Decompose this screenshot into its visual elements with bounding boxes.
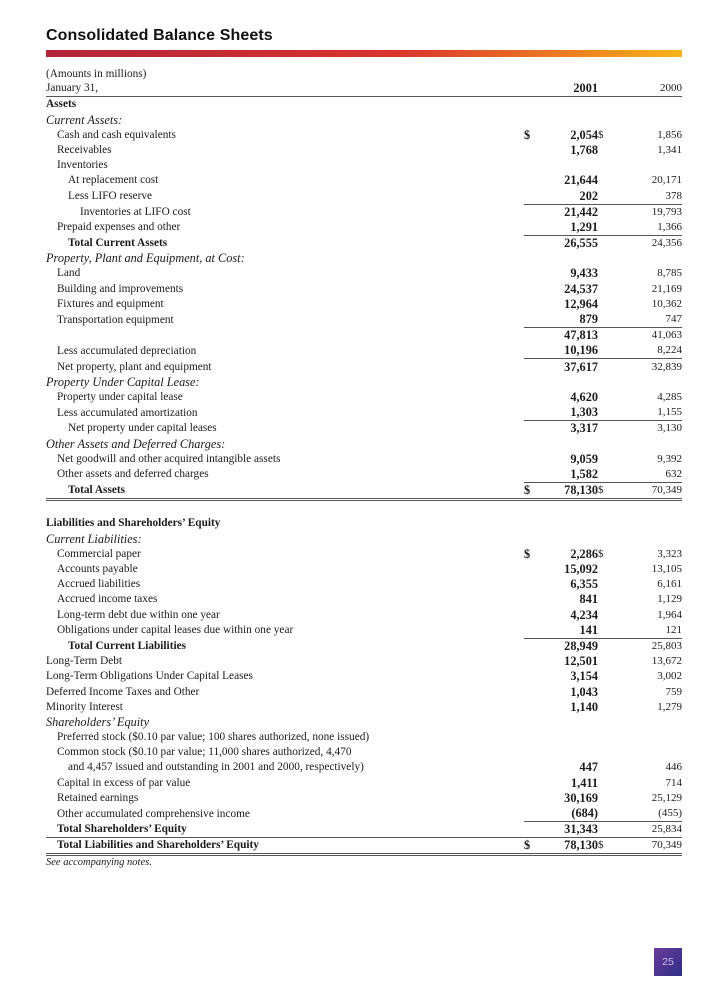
- currency-2000: [598, 730, 630, 745]
- currency-2001: [524, 531, 538, 546]
- value-2001: [538, 531, 598, 546]
- currency-2001: [524, 760, 538, 775]
- currency-2000: $: [598, 547, 604, 560]
- row-label: Long-Term Obligations Under Capital Leases: [46, 670, 253, 683]
- row-label: Net goodwill and other acquired intangible assets: [57, 452, 281, 465]
- value-2000: (455): [630, 806, 682, 822]
- currency-2001: [524, 775, 538, 790]
- value-2001: 9,433: [570, 266, 598, 281]
- currency-2001: [524, 266, 538, 281]
- currency-2000: [598, 562, 630, 577]
- row-label: Deferred Income Taxes and Other: [46, 685, 200, 698]
- value-2000: 25,803: [651, 639, 682, 652]
- currency-2000: [598, 220, 630, 236]
- row-label: Long-Term Debt: [46, 655, 123, 668]
- currency-2001: [524, 745, 538, 760]
- currency-2000: [598, 791, 630, 806]
- row-label: Property, Plant and Equipment, at Cost:: [46, 251, 245, 266]
- value-2000: 21,169: [651, 282, 682, 295]
- row-label: Accrued liabilities: [57, 578, 141, 591]
- currency-2000: [598, 684, 630, 699]
- value-2000: 25,129: [651, 791, 682, 804]
- currency-2000: [598, 235, 630, 251]
- value-2001: [538, 97, 598, 113]
- row-label: Other Assets and Deferred Charges:: [46, 436, 226, 451]
- currency-2000: [598, 638, 630, 654]
- currency-2000: [598, 592, 630, 607]
- row-label: Total Assets: [46, 482, 524, 499]
- value-2000: 6,161: [657, 578, 682, 591]
- row-label: Inventories: [57, 159, 108, 172]
- currency-2001: [524, 188, 538, 204]
- value-2000: 3,130: [657, 422, 682, 435]
- currency-2000: [598, 328, 630, 344]
- currency-2000: [598, 436, 630, 451]
- value-2001: 1,303: [538, 405, 598, 421]
- currency-2001: $: [524, 127, 531, 142]
- row-label: Property under capital lease: [57, 390, 183, 403]
- row-label: Liabilities and Shareholders’ Equity: [46, 517, 221, 530]
- currency-2000: [598, 607, 630, 622]
- value-2001: 1,582: [538, 467, 598, 483]
- table-row: [46, 421, 682, 437]
- currency-2000: [598, 715, 630, 730]
- table-row: [46, 390, 682, 405]
- currency-2000: [598, 577, 630, 592]
- row-label: Minority Interest: [46, 700, 123, 713]
- table-row: [46, 775, 682, 790]
- table-row: [46, 638, 682, 654]
- row-label: Other assets and deferred charges: [57, 468, 209, 481]
- row-label: Property Under Capital Lease:: [46, 374, 200, 389]
- currency-2000: [598, 760, 630, 775]
- currency-2001: [524, 343, 538, 359]
- row-label: Prepaid expenses and other: [57, 221, 181, 234]
- row-label: Less LIFO reserve: [68, 190, 153, 202]
- row-label: Total Liabilities and Shareholders’ Equity: [46, 838, 524, 855]
- table-row: [46, 97, 682, 113]
- value-2001: 21,442: [564, 204, 598, 219]
- table-row: [46, 143, 682, 158]
- row-label: Accrued income taxes: [57, 593, 158, 606]
- currency-2000: [598, 669, 630, 684]
- value-2000: 70,349: [630, 838, 682, 855]
- currency-2001: [524, 623, 538, 639]
- year-2000-header: 2000: [630, 81, 682, 97]
- table-row: [46, 838, 682, 855]
- value-2000: 13,105: [651, 563, 682, 575]
- value-2000: 3,323: [657, 547, 682, 560]
- row-label: Building and improvements: [57, 282, 184, 295]
- currency-2001: [524, 715, 538, 730]
- row-label: Shareholders’ Equity: [46, 714, 150, 729]
- row-label: Total Current Liabilities: [68, 639, 186, 652]
- value-2001: 37,617: [564, 359, 598, 374]
- value-2001: [538, 745, 598, 760]
- value-2001: 841: [579, 592, 598, 607]
- row-label: Net property under capital leases: [68, 422, 217, 435]
- currency-2000: [598, 467, 630, 483]
- table-row: [46, 128, 682, 143]
- table-row: [46, 806, 682, 822]
- table-row: [46, 251, 682, 266]
- row-label: Land: [57, 267, 81, 280]
- row-label: Retained earnings: [57, 791, 139, 804]
- row-label: Commercial paper: [57, 547, 141, 560]
- table-row: [46, 266, 682, 281]
- currency-2001: [524, 97, 538, 113]
- currency-2000: [598, 266, 630, 281]
- currency-2001: [524, 235, 538, 251]
- currency-2001: [524, 328, 538, 344]
- row-label: Less accumulated amortization: [57, 406, 198, 419]
- currency-2001: $: [524, 838, 538, 855]
- value-2001: 30,169: [564, 790, 598, 805]
- currency-2001: [524, 375, 538, 390]
- currency-2000: [598, 421, 630, 437]
- value-2000: 714: [665, 776, 682, 789]
- value-2001: 2,286: [570, 546, 598, 561]
- row-label: Current Assets:: [46, 112, 123, 127]
- table-row: [46, 700, 682, 715]
- value-2001: [538, 436, 598, 451]
- value-2000: 3,002: [657, 670, 682, 683]
- row-label: Fixtures and equipment: [57, 297, 164, 310]
- currency-2000: [598, 775, 630, 790]
- value-2001: [538, 516, 598, 531]
- table-row: [46, 607, 682, 622]
- currency-2001: [524, 112, 538, 127]
- currency-2000: [598, 297, 630, 312]
- table-row: [46, 467, 682, 483]
- value-2000: 19,793: [651, 205, 682, 218]
- value-2000: [630, 730, 682, 745]
- currency-2001: $: [524, 546, 531, 561]
- row-label: Common stock ($0.10 par value; 11,000 shares authorized, 4,470: [57, 746, 352, 759]
- table-row: [46, 173, 682, 188]
- table-row: [46, 760, 682, 775]
- table-row: [46, 188, 682, 204]
- year-2001-header: 2001: [538, 81, 598, 97]
- currency-2000: [598, 143, 630, 158]
- currency-2000: [598, 745, 630, 760]
- value-2001: 12,501: [564, 654, 598, 669]
- table-row: [46, 669, 682, 684]
- value-2000: [630, 516, 682, 531]
- currency-2001: [524, 251, 538, 266]
- value-2000: 4,285: [657, 390, 682, 403]
- value-2000: 25,834: [630, 822, 682, 838]
- table-row: [46, 281, 682, 296]
- value-2001: 47,813: [564, 328, 598, 343]
- currency-2000: [598, 158, 630, 173]
- table-row: [46, 482, 682, 499]
- currency-2000: [598, 623, 630, 639]
- value-2000: [630, 375, 682, 390]
- value-2001: 1,043: [570, 684, 598, 699]
- value-2000: [630, 112, 682, 127]
- table-row: [46, 531, 682, 546]
- currency-2000: [598, 312, 630, 328]
- spacer-row: [46, 500, 682, 517]
- value-2000: 1,341: [657, 143, 682, 156]
- value-2000: 1,964: [657, 608, 682, 621]
- currency-2000: [598, 654, 630, 669]
- value-2001: 3,317: [570, 421, 598, 436]
- value-2001: [538, 112, 598, 127]
- value-2000: 32,839: [651, 360, 682, 373]
- table-row: [46, 516, 682, 531]
- currency-2001: [524, 143, 538, 158]
- value-2001: 447: [579, 760, 598, 775]
- table-row: [46, 623, 682, 639]
- value-2001: [538, 375, 598, 390]
- table-row: [46, 112, 682, 127]
- table-row: [46, 592, 682, 607]
- value-2000: 8,785: [657, 267, 682, 280]
- table-row: [46, 452, 682, 467]
- value-2001: 10,196: [538, 343, 598, 359]
- row-label: Inventories at LIFO cost: [80, 205, 191, 218]
- value-2000: 1,155: [630, 405, 682, 421]
- currency-2001: [524, 822, 538, 838]
- currency-2000: [598, 251, 630, 266]
- value-2001: 1,140: [570, 699, 598, 714]
- currency-2001: [524, 669, 538, 684]
- table-row: [46, 791, 682, 806]
- value-2001: (684): [538, 806, 598, 822]
- currency-2001: [524, 281, 538, 296]
- row-label: Total Current Assets: [68, 237, 168, 250]
- value-2000: [630, 745, 682, 760]
- currency-2000: [598, 343, 630, 359]
- currency-2000: [598, 390, 630, 405]
- footnote: See accompanying notes.: [46, 857, 152, 868]
- currency-2001: [524, 405, 538, 421]
- value-2001: [538, 715, 598, 730]
- table-row: [46, 158, 682, 173]
- row-label: Less accumulated depreciation: [57, 344, 197, 357]
- row-label: At replacement cost: [68, 174, 159, 187]
- currency-2001: [524, 452, 538, 467]
- value-2000: 747: [630, 312, 682, 328]
- currency-2001: [524, 158, 538, 173]
- value-2001: 78,130: [538, 482, 598, 499]
- currency-2000: [598, 531, 630, 546]
- table-row: [46, 359, 682, 375]
- currency-2001: [524, 220, 538, 236]
- table-row: [46, 745, 682, 760]
- table-row: [46, 375, 682, 390]
- value-2001: 12,964: [564, 296, 598, 311]
- value-2000: 1,279: [657, 700, 682, 713]
- currency-2001: [524, 592, 538, 607]
- currency-2001: [524, 654, 538, 669]
- currency-2000: [598, 188, 630, 204]
- title-color-rule: [46, 50, 682, 57]
- currency-2001: [524, 312, 538, 328]
- currency-2001: [524, 700, 538, 715]
- value-2000: 1,129: [657, 593, 682, 606]
- value-2001: 24,537: [564, 281, 598, 296]
- value-2000: 446: [665, 761, 682, 774]
- currency-2000: [598, 112, 630, 127]
- table-row: [46, 577, 682, 592]
- value-2001: 9,059: [570, 451, 598, 466]
- value-2000: 1,366: [630, 220, 682, 236]
- header-label: January 31,: [46, 81, 524, 97]
- currency-2001: [524, 730, 538, 745]
- value-2001: 2,054: [570, 127, 598, 142]
- value-2000: [630, 251, 682, 266]
- value-2000: 20,171: [651, 174, 682, 187]
- value-2000: 41,063: [651, 329, 682, 342]
- row-label: Obligations under capital leases due within one year: [57, 624, 294, 637]
- table-row: [46, 405, 682, 421]
- currency-2001: [524, 607, 538, 622]
- currency-2001: [524, 421, 538, 437]
- currency-2000: [598, 405, 630, 421]
- currency-2001: [524, 204, 538, 220]
- currency-2001: [524, 806, 538, 822]
- currency-2000: $: [598, 838, 630, 855]
- row-label: Capital in excess of par value: [57, 776, 191, 789]
- table-row: [46, 343, 682, 359]
- table-row: [46, 220, 682, 236]
- currency-2001: [524, 791, 538, 806]
- row-label: Assets: [46, 98, 77, 111]
- value-2000: 70,349: [630, 482, 682, 499]
- currency-2000: $: [598, 482, 630, 499]
- row-label: Accounts payable: [57, 563, 138, 575]
- table-row: [46, 654, 682, 669]
- table-row: [46, 730, 682, 745]
- value-2001: [538, 251, 598, 266]
- value-2001: 28,949: [564, 638, 598, 653]
- row-label: Long-term debt due within one year: [57, 608, 220, 621]
- value-2000: 13,672: [651, 655, 682, 668]
- table-row: [46, 562, 682, 577]
- value-2001: 202: [538, 188, 598, 204]
- value-2001: 1,411: [571, 775, 598, 790]
- value-2001: [538, 158, 598, 173]
- currency-2001: [524, 516, 538, 531]
- row-label: Total Shareholders’ Equity: [46, 822, 524, 838]
- currency-2000: [598, 97, 630, 113]
- value-2001: 21,644: [564, 173, 598, 188]
- table-row: [46, 297, 682, 312]
- currency-2001: [524, 577, 538, 592]
- currency-2000: [598, 700, 630, 715]
- currency-2001: [524, 467, 538, 483]
- value-2001: 3,154: [570, 669, 598, 684]
- currency-2000: $: [598, 128, 604, 141]
- row-label: Transportation equipment: [57, 313, 174, 326]
- currency-2000: [598, 359, 630, 375]
- currency-2001: $: [524, 482, 538, 499]
- value-2000: 632: [630, 467, 682, 483]
- value-2000: [630, 531, 682, 546]
- currency-2001: [524, 684, 538, 699]
- value-2001: 4,234: [570, 607, 598, 622]
- row-label: Preferred stock ($0.10 par value; 100 shares authorized, none issued): [57, 731, 370, 744]
- value-2001: 879: [538, 312, 598, 328]
- value-2000: 9,392: [657, 452, 682, 465]
- value-2000: 378: [630, 188, 682, 204]
- value-2000: 1,856: [657, 128, 682, 141]
- value-2000: [630, 158, 682, 173]
- value-2001: 15,092: [564, 562, 598, 576]
- currency-2001: [524, 390, 538, 405]
- value-2000: 759: [665, 685, 682, 698]
- table-row: [46, 715, 682, 730]
- table-row: [46, 235, 682, 251]
- value-2001: 1,291: [538, 220, 598, 236]
- row-label: [46, 328, 524, 344]
- table-row: [46, 312, 682, 328]
- currency-2000: [598, 452, 630, 467]
- currency-2001: [524, 638, 538, 654]
- value-2000: 24,356: [651, 237, 682, 250]
- currency-2000: [598, 806, 630, 822]
- currency-2001: [524, 173, 538, 188]
- currency-2001: [524, 436, 538, 451]
- value-2000: [630, 436, 682, 451]
- value-2000: 8,224: [630, 343, 682, 359]
- value-2001: [538, 730, 598, 745]
- value-2000: [630, 715, 682, 730]
- page-number: 25: [654, 948, 682, 976]
- table-row: [46, 204, 682, 220]
- balance-sheet-table: [46, 81, 682, 856]
- value-2001: 6,355: [570, 577, 598, 592]
- currency-2000: [598, 204, 630, 220]
- value-2000: 10,362: [651, 297, 682, 310]
- currency-2001: [524, 562, 538, 577]
- currency-2001: [524, 359, 538, 375]
- row-label: Current Liabilities:: [46, 531, 142, 546]
- value-2001: 26,555: [564, 236, 598, 251]
- units-note: (Amounts in millions): [46, 68, 147, 80]
- row-label: Receivables: [57, 143, 112, 156]
- row-label: Net property, plant and equipment: [57, 360, 212, 373]
- value-2001: 31,343: [538, 822, 598, 838]
- currency-2000: [598, 822, 630, 838]
- currency-2000: [598, 516, 630, 531]
- table-row: [46, 822, 682, 838]
- value-2001: 4,620: [570, 389, 598, 404]
- row-label: and 4,457 issued and outstanding in 2001 and 2000, respectively): [68, 761, 364, 774]
- currency-2000: [598, 173, 630, 188]
- value-2001: 1,768: [570, 142, 598, 157]
- value-2000: 121: [630, 623, 682, 639]
- currency-2000: [598, 375, 630, 390]
- year-header-row: [46, 81, 682, 97]
- currency-2000: [598, 281, 630, 296]
- value-2001: 78,130: [538, 838, 598, 855]
- value-2000: [630, 97, 682, 113]
- table-row: [46, 328, 682, 344]
- table-row: [46, 684, 682, 699]
- value-2001: 141: [538, 623, 598, 639]
- table-row: [46, 436, 682, 451]
- row-label: Other accumulated comprehensive income: [57, 807, 250, 820]
- currency-2001: [524, 297, 538, 312]
- row-label: Cash and cash equivalents: [57, 128, 176, 141]
- page-title: Consolidated Balance Sheets: [46, 27, 273, 44]
- table-row: [46, 547, 682, 562]
